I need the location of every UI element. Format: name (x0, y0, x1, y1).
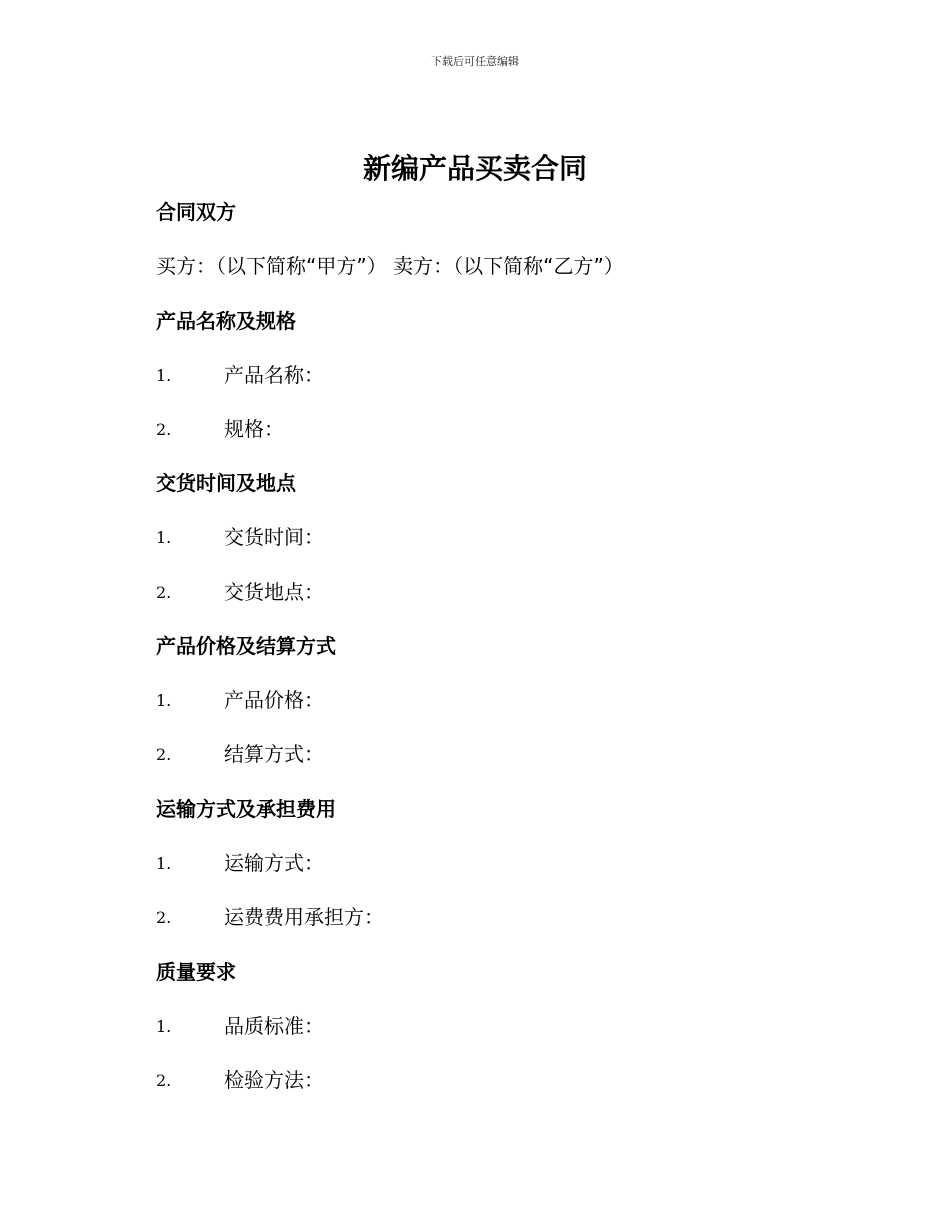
list-number: 1. (156, 528, 172, 547)
parties-text: 买方：（以下简称“甲方”） 卖方：（以下简称“乙方”） (156, 254, 624, 278)
section-heading-price-settlement: 产品价格及结算方式 (156, 634, 336, 658)
list-number: 1. (156, 366, 172, 385)
list-item (156, 849, 796, 877)
list-label: 运费费用承担方： (224, 905, 384, 929)
list-number: 2. (156, 583, 172, 602)
section-heading-quality: 质量要求 (156, 960, 236, 984)
list-item (156, 686, 796, 714)
list-label: 交货地点： (224, 580, 324, 604)
list-item (156, 1066, 796, 1094)
list-item (156, 740, 796, 768)
list-item (156, 1012, 796, 1040)
list-number: 2. (156, 1071, 172, 1090)
section-heading-product-spec: 产品名称及规格 (156, 309, 296, 333)
list-label: 产品名称： (224, 363, 324, 387)
list-number: 1. (156, 854, 172, 873)
list-item (156, 415, 796, 443)
list-item (156, 523, 796, 551)
list-label: 产品价格： (224, 688, 324, 712)
list-number: 2. (156, 420, 172, 439)
list-item (156, 361, 796, 389)
section-heading-delivery: 交货时间及地点 (156, 471, 296, 495)
list-number: 1. (156, 1017, 172, 1036)
section-heading-transport: 运输方式及承担费用 (156, 797, 336, 821)
list-number: 2. (156, 908, 172, 927)
list-label: 结算方式： (224, 742, 324, 766)
list-label: 品质标准： (224, 1014, 324, 1038)
list-label: 规格： (224, 417, 284, 441)
list-label: 检验方法： (224, 1068, 324, 1092)
parties-heading: 合同双方 (156, 200, 236, 224)
list-item (156, 903, 796, 931)
list-number: 1. (156, 691, 172, 710)
list-item (156, 578, 796, 606)
page-header-note: 下载后可任意编辑 (431, 55, 519, 68)
list-label: 交货时间： (224, 525, 324, 549)
document-title: 新编产品买卖合同 (362, 152, 587, 185)
list-number: 2. (156, 745, 172, 764)
list-label: 运输方式： (224, 851, 324, 875)
